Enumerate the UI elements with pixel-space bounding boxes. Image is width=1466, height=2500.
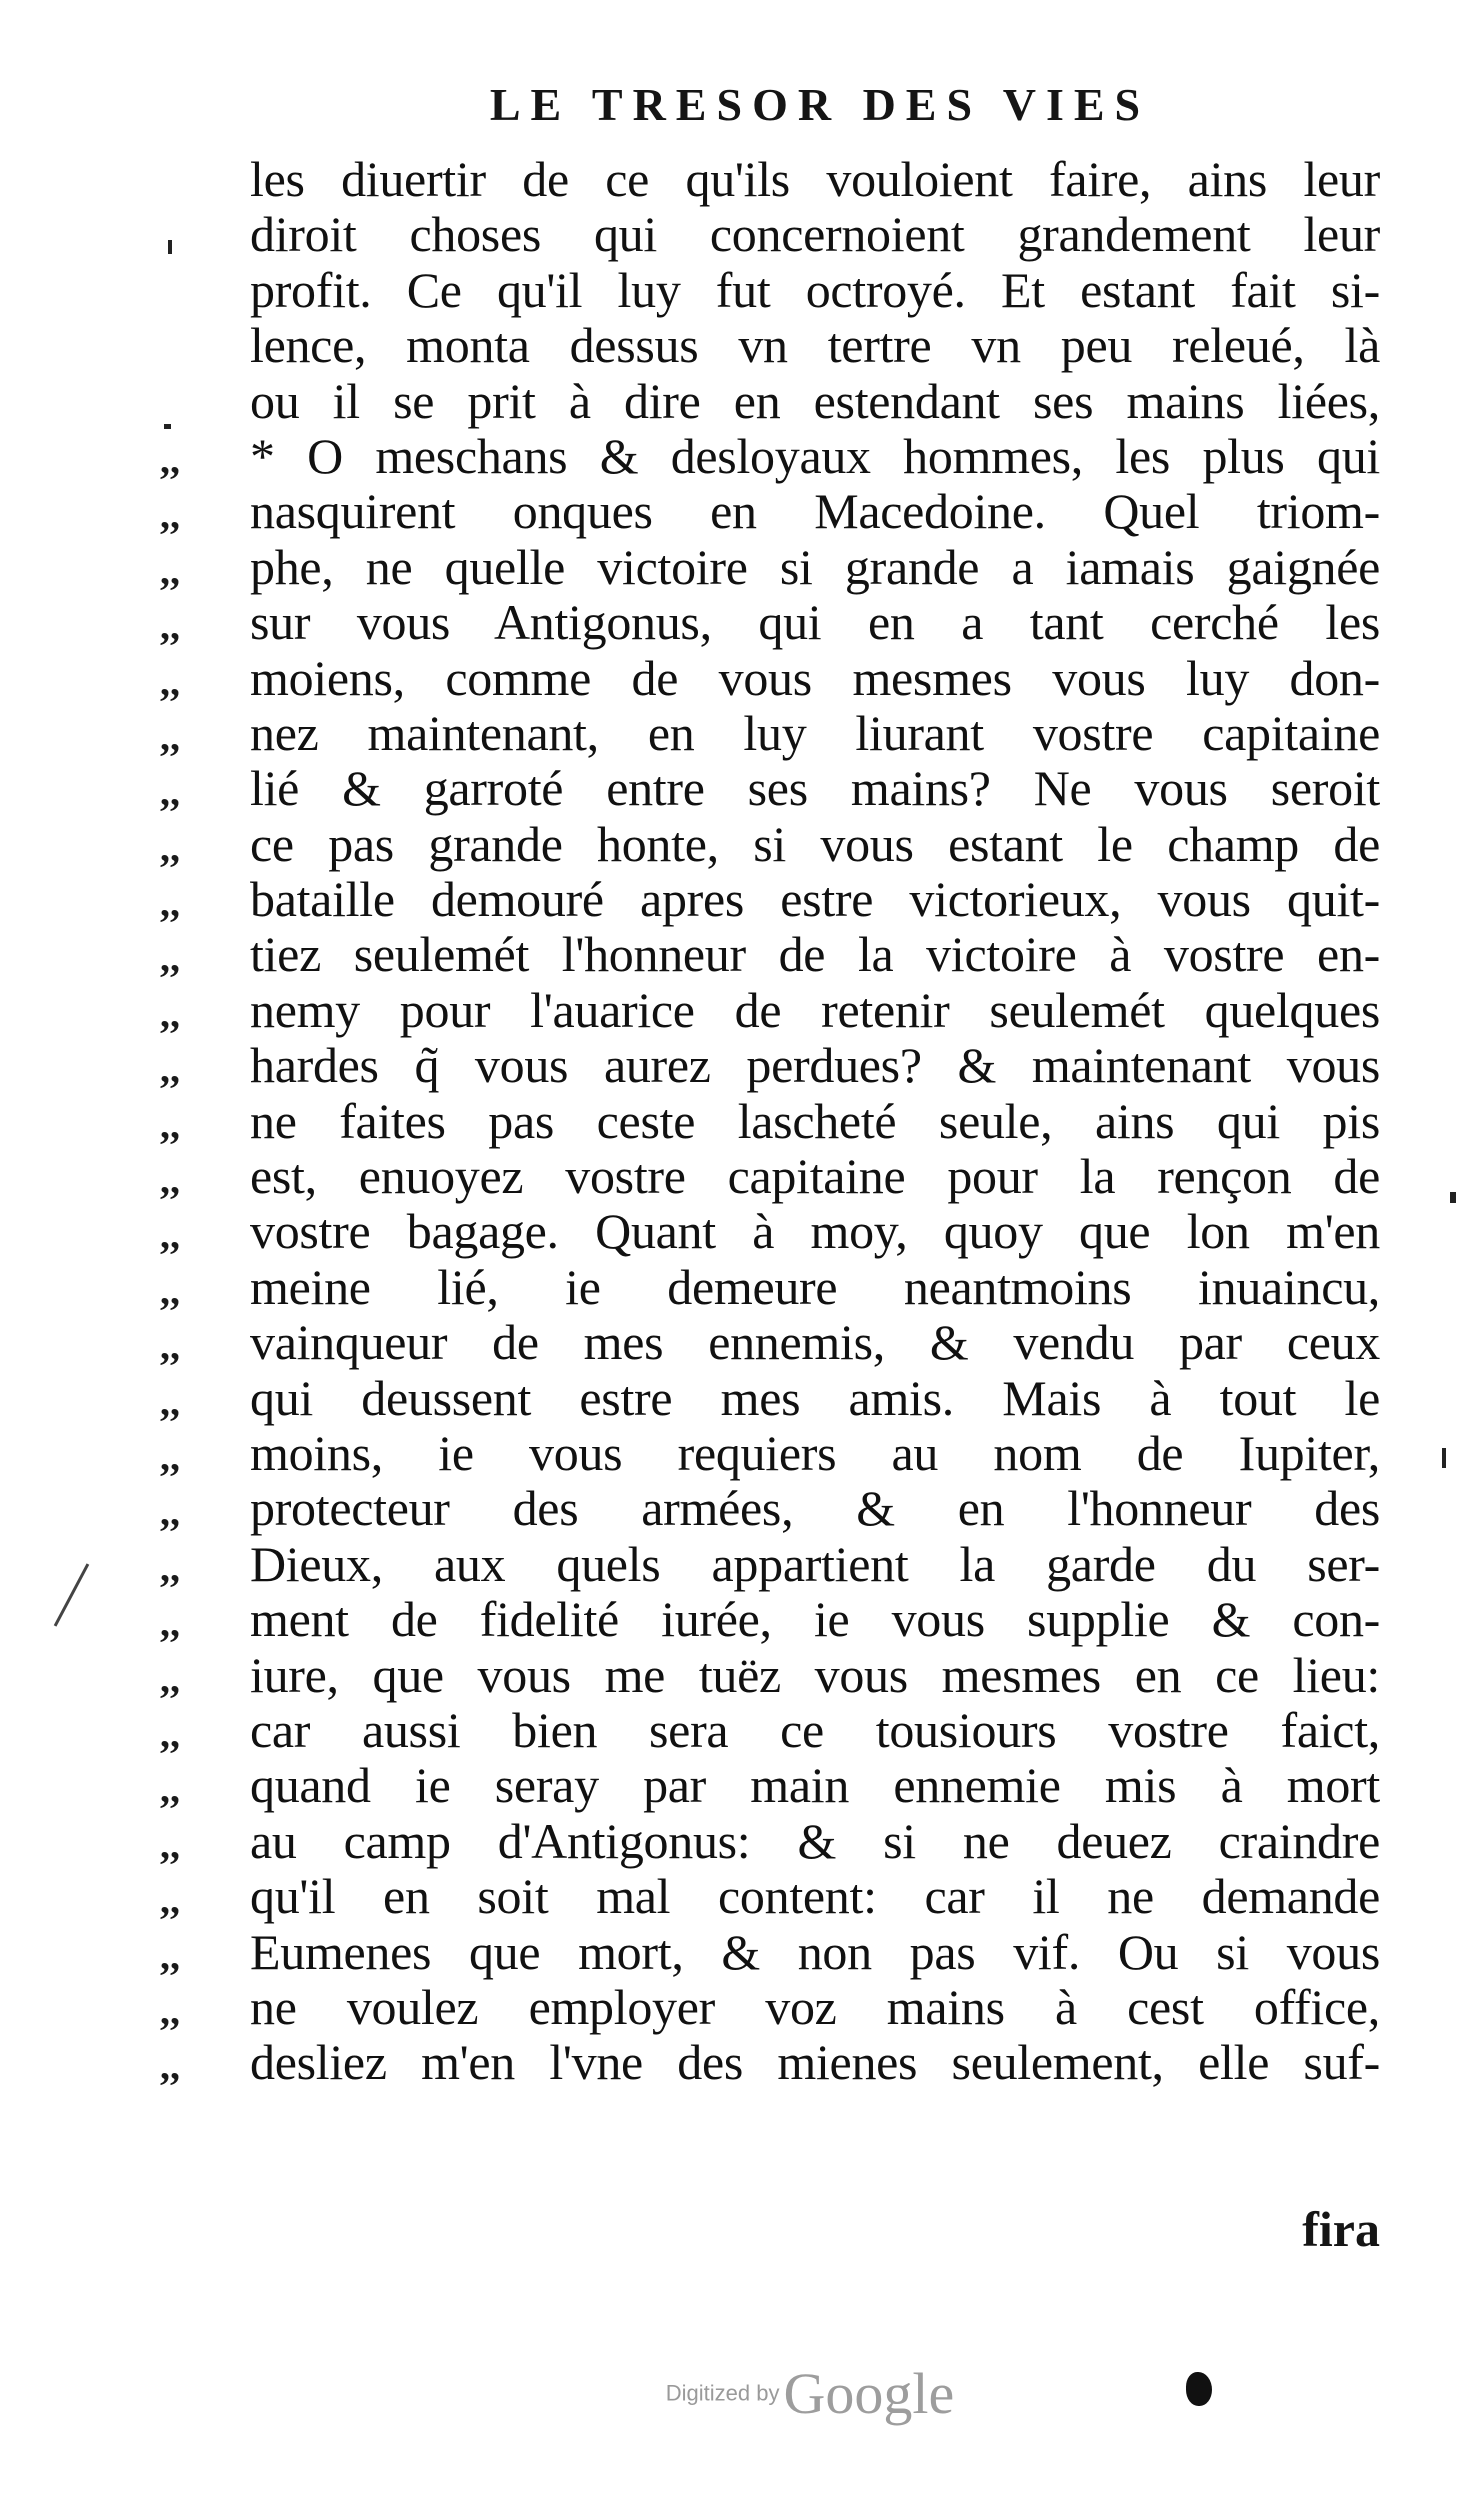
quote-mark: ,, [160, 990, 180, 1036]
quote-mark: ,, [160, 1877, 180, 1923]
quote-mark: ,, [160, 935, 180, 981]
text-line [250, 1592, 1380, 1647]
text-line [250, 595, 1380, 650]
text-line-content: moiens, comme de vous mesmes vous luy don- [250, 650, 1380, 706]
quote-mark: ,, [160, 436, 180, 482]
text-line-content: sur vous Antigonus, qui en a tant cerché les [250, 595, 1380, 651]
text-line-content: est, enuoyez vostre capitaine pour la rençon de [250, 1149, 1380, 1205]
text-line [250, 1426, 1380, 1481]
text-line-content: bataille demouré apres estre victorieux, vous quit- [250, 872, 1380, 928]
text-line [250, 207, 1380, 262]
text-line-content: qu'il en soit mal content: car il ne demande [250, 1869, 1380, 1925]
text-line [250, 1204, 1380, 1259]
quote-mark: ,, [160, 1101, 180, 1147]
text-line [250, 1703, 1380, 1758]
text-line-content: lié & garroté entre ses mains? Ne vous seroit [250, 761, 1380, 817]
quote-mark: ,, [160, 1267, 180, 1313]
text-line-content: meine lié, ie demeure neantmoins inuaincu, [250, 1259, 1380, 1315]
quote-mark: ,, [160, 1600, 180, 1646]
text-line-content: ce pas grande honte, si vous estant le champ de [250, 816, 1380, 872]
quote-mark: ,, [160, 658, 180, 704]
quote-mark: ,, [160, 769, 180, 815]
digitization-watermark [640, 2360, 980, 2427]
text-line-content: Eumenes que mort, & non pas vif. Ou si vous [250, 1924, 1380, 1980]
quote-mark: ,, [160, 1544, 180, 1590]
text-line [250, 651, 1380, 706]
quote-mark: ,, [160, 1710, 180, 1756]
margin-speck [1442, 1448, 1446, 1468]
text-line [250, 927, 1380, 982]
quote-mark: ,, [160, 1987, 180, 2033]
text-line-content: vainqueur de mes ennemis, & vendu par ceux [250, 1315, 1380, 1371]
text-line [250, 374, 1380, 429]
quote-mark: ,, [160, 1932, 180, 1978]
text-line-content: moins, ie vous requiers au nom de Iupiter, [250, 1425, 1380, 1481]
quote-mark: ,, [160, 2043, 180, 2089]
text-line [250, 1149, 1380, 1204]
quote-mark: ,, [160, 1433, 180, 1479]
quote-mark: ,, [160, 713, 180, 759]
text-line-content: phe, ne quelle victoire si grande a iamais gaignée [250, 539, 1380, 595]
quote-mark: ,, [160, 1655, 180, 1701]
text-line-content: protecteur des armées, & en l'honneur des [250, 1481, 1380, 1537]
text-line-content: ne voulez employer voz mains à cest office, [250, 1979, 1380, 2035]
text-line [250, 318, 1380, 373]
ink-blot [1186, 2372, 1212, 2406]
text-line [250, 1758, 1380, 1813]
text-line [250, 1481, 1380, 1536]
quote-mark: ,, [160, 1323, 180, 1369]
text-line [250, 1648, 1380, 1703]
quote-mark: ,, [160, 547, 180, 593]
google-logo: Google [783, 2361, 955, 2426]
text-line [250, 152, 1380, 207]
text-line [250, 1925, 1380, 1980]
text-line [250, 1094, 1380, 1149]
text-line [250, 540, 1380, 595]
text-line [250, 1260, 1380, 1315]
text-line [250, 1869, 1380, 1924]
text-line [250, 1980, 1380, 2035]
text-line [250, 817, 1380, 872]
quote-mark: ,, [160, 492, 180, 538]
quote-mark [160, 207, 240, 262]
text-line-content: ou il se prit à dire en estendant ses mains liées, [250, 373, 1380, 429]
quote-mark [160, 318, 240, 373]
text-line [250, 1814, 1380, 1869]
quote-mark [160, 263, 240, 318]
quote-mark: ,, [160, 1766, 180, 1812]
text-line-content: hardes q̃ vous aurez perdues? & maintenant vous [250, 1038, 1380, 1094]
text-line-content: ment de fidelité iurée, ie vous supplie & con- [250, 1592, 1380, 1648]
text-line-content: ne faites pas ceste lascheté seule, ains qui pis [250, 1093, 1380, 1149]
text-line-content: * O meschans & desloyaux hommes, les plus qui [250, 428, 1380, 484]
text-line-content: profit. Ce qu'il luy fut octroyé. Et estant fait si- [250, 262, 1380, 318]
quote-mark: ,, [160, 824, 180, 870]
quote-mark: ,, [160, 1821, 180, 1867]
body-text [250, 152, 1380, 2091]
running-head: LE TRESOR DES VIES [489, 79, 1151, 130]
quote-mark: ,, [160, 1378, 180, 1424]
text-line [250, 263, 1380, 318]
text-line [250, 429, 1380, 484]
text-line [250, 706, 1380, 761]
quotation-marks-column [160, 152, 240, 2091]
text-line-content: nasquirent onques en Macedoine. Quel triom- [250, 484, 1380, 540]
text-line [250, 484, 1380, 539]
text-line [250, 1371, 1380, 1426]
text-line-content: desliez m'en l'vne des mienes seulement, elle suf- [250, 2035, 1380, 2091]
text-line-content: qui deussent estre mes amis. Mais à tout le [250, 1370, 1380, 1426]
text-line-content: les diuertir de ce qu'ils vouloient faire, ains leur [250, 152, 1380, 207]
text-line-content: nemy pour l'auarice de retenir seulemét quelques [250, 982, 1380, 1038]
margin-speck [1450, 1192, 1456, 1203]
margin-pen-stroke [54, 1563, 90, 1626]
text-line [250, 1315, 1380, 1370]
margin-speck [164, 424, 171, 429]
quote-mark: ,, [160, 603, 180, 649]
quote-mark: ,, [160, 1212, 180, 1258]
text-line-content: vostre bagage. Quant à moy, quoy que lon m'en [250, 1204, 1380, 1260]
text-line-content: tiez seulemét l'honneur de la victoire à vostre en- [250, 927, 1380, 983]
text-line [250, 761, 1380, 816]
quote-mark: ,, [160, 1489, 180, 1535]
quote-mark: ,, [160, 880, 180, 926]
quote-mark: ,, [160, 1046, 180, 1092]
text-line [250, 1038, 1380, 1093]
text-line [250, 983, 1380, 1038]
catchword: fira [1302, 2201, 1380, 2257]
text-line-content: car aussi bien sera ce tousiours vostre faict, [250, 1702, 1380, 1758]
text-line-content: iure, que vous me tuëz vous mesmes en ce lieu: [250, 1647, 1380, 1703]
text-line-content: lence, monta dessus vn tertre vn peu releué, là [250, 318, 1380, 374]
text-line-content: au camp d'Antigonus: & si ne deuez craindre [250, 1813, 1380, 1869]
watermark-prefix: Digitized by [665, 2380, 780, 2406]
text-line-content: quand ie seray par main ennemie mis à mort [250, 1758, 1380, 1814]
margin-speck [168, 240, 172, 254]
quote-mark [160, 374, 240, 429]
text-line [250, 1537, 1380, 1592]
text-line [250, 2035, 1380, 2090]
quote-mark [160, 152, 240, 207]
text-line-content: diroit choses qui concernoient grandement leur [250, 207, 1380, 263]
text-line [250, 872, 1380, 927]
quote-mark: ,, [160, 1157, 180, 1203]
text-line-content: nez maintenant, en luy liurant vostre capitaine [250, 705, 1380, 761]
text-line-content: Dieux, aux quels appartient la garde du ser- [250, 1536, 1380, 1592]
